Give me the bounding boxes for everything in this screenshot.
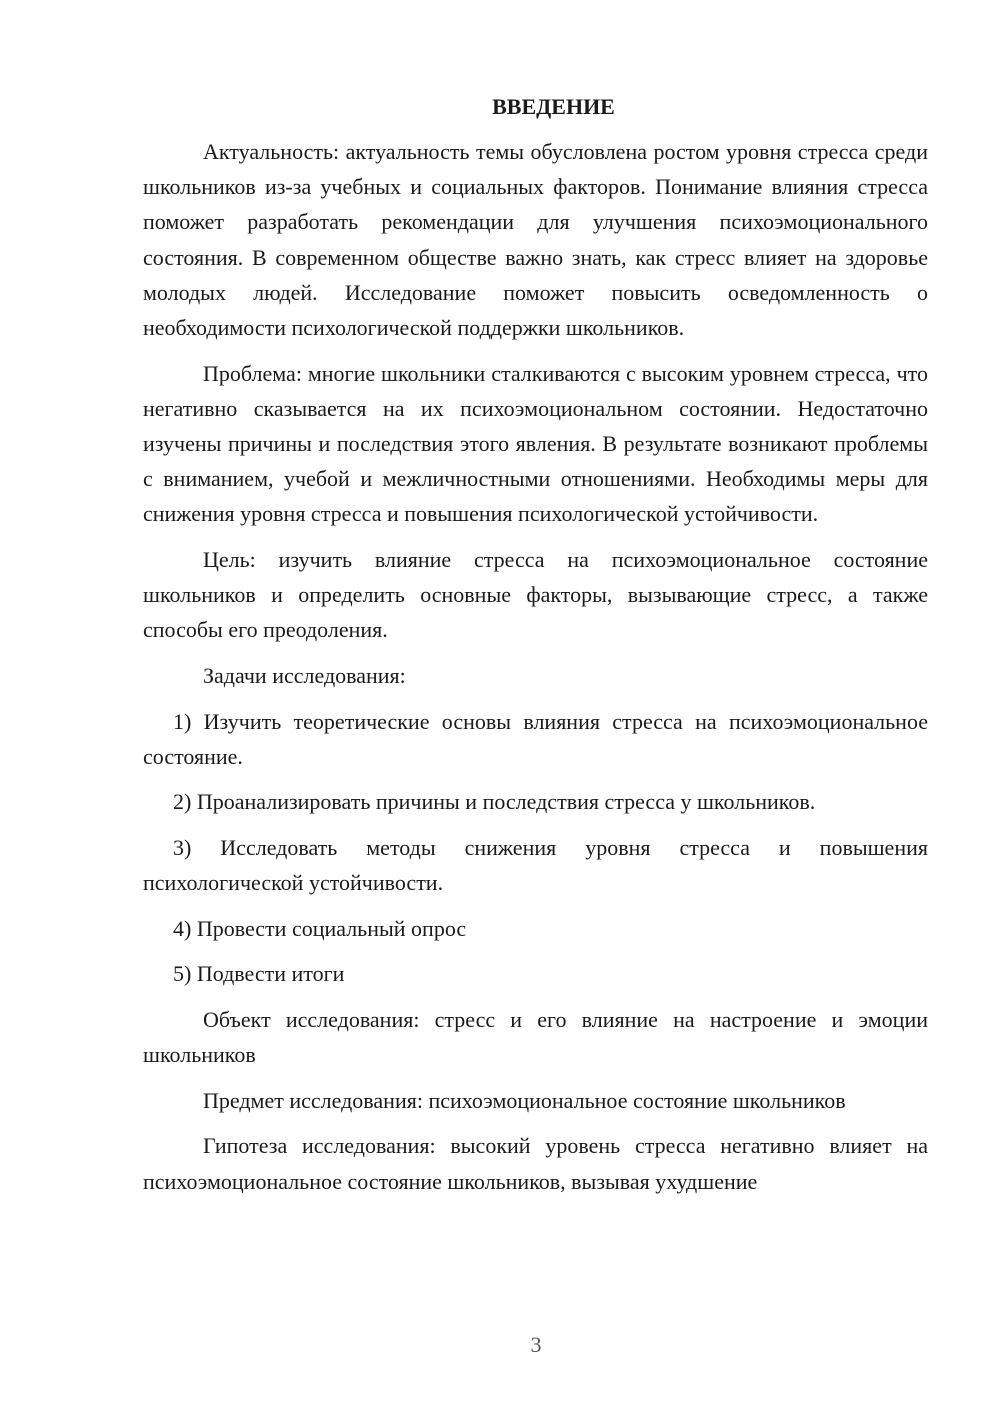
goal-paragraph: Цель: изучить влияние стресса на психоэмоциональное состояние школьников и определить основные факторы, вызывающие стресс, а также способы его преодоления. xyxy=(143,547,928,643)
task-item-1: 1) Изучить теоретические основы влияния стресса на психоэмоциональное состояние. xyxy=(143,708,928,769)
task-item-2: 2) Проанализировать причины и последствия стресса у школьников. xyxy=(173,789,816,815)
tasks-heading: Задачи исследования: xyxy=(203,663,406,689)
page-content xyxy=(143,92,928,1199)
task-item-5: 5) Подвести итоги xyxy=(173,961,345,987)
relevance-paragraph: Актуальность: актуальность темы обусловлена ростом уровня стресса среди школьников из-за учебных и социальных факторов. Понимание влияния стресса поможет разработать рекомендации для улучшения психоэмоционального состояния. В современном обществе важно знать, как стресс влияет на здоровье молодых людей. Исследование поможет повысить осведомленность о необходимости психологической поддержки школьников. xyxy=(143,139,928,341)
object-paragraph: Объект исследования: стресс и его влияние на настроение и эмоции школьников xyxy=(143,1006,928,1068)
hypothesis-paragraph: Гипотеза исследования: высокий уровень стресса негативно влияет на психоэмоциональное состояние школьников, вызывая ухудшение xyxy=(143,1133,928,1194)
task-item-3: 3) Исследовать методы снижения уровня стресса и повышения психологической устойчивости. xyxy=(143,835,928,896)
task-item-4: 4) Провести социальный опрос xyxy=(173,915,467,941)
page-number: 3 xyxy=(530,1332,542,1357)
problem-paragraph: Проблема: многие школьники сталкиваются с высоким уровнем стресса, что негативно сказывается на их психоэмоциональном состоянии. Недостаточно изучены причины и последствия этого явления. В результате возникают проблемы с вниманием, учебой и межличностными отношениями. Необходимы меры для снижения уровня стресса и повышения психологической устойчивости. xyxy=(143,360,928,527)
subject-paragraph: Предмет исследования: психоэмоциональное состояние школьников xyxy=(203,1087,846,1113)
page-title: ВВЕДЕНИЕ xyxy=(492,94,615,119)
